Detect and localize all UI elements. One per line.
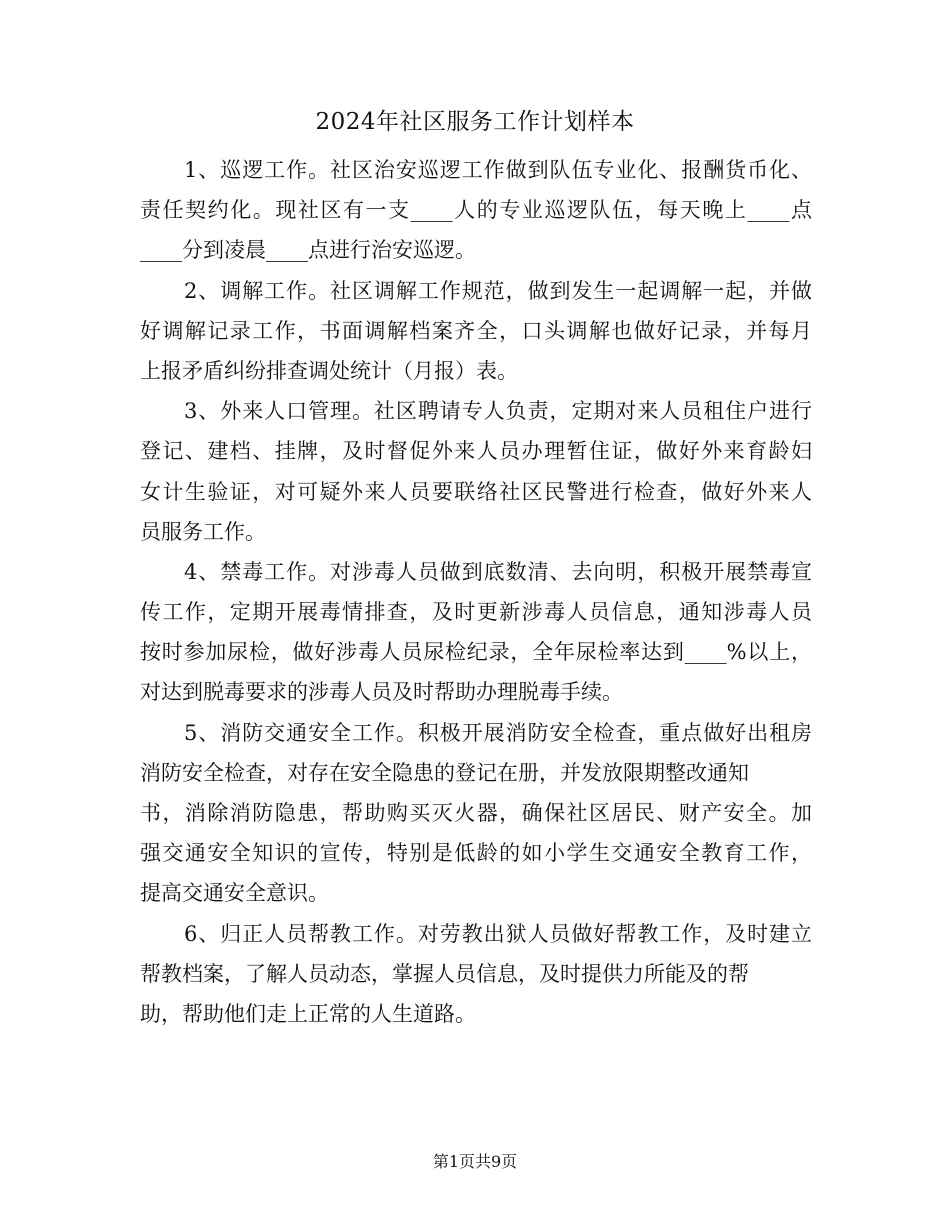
paragraph-line: 6、归正人员帮教工作。对劳教出狱人员做好帮教工作，及时建立	[184, 921, 812, 946]
paragraph-line: 好调解记录工作，书面调解档案齐全，口头调解也做好记录，并每月	[140, 318, 812, 343]
paragraph-4	[140, 552, 812, 713]
paragraph-line: 上报矛盾纠纷排查调处统计（月报）表。	[140, 358, 518, 383]
paragraph-line: 2、调解工作。社区调解工作规范，做到发生一起调解一起，并做	[184, 278, 812, 303]
paragraph-line: 按时参加尿检，做好涉毒人员尿检纪录，全年尿检率达到____%以上，	[140, 640, 812, 665]
paragraph-line: 书，消除消防隐患，帮助购买灭火器，确保社区居民、财产安全。加	[140, 801, 812, 825]
paragraph-line: 强交通安全知识的宣传，特别是低龄的如小学生交通安全教育工作，	[140, 841, 812, 866]
paragraph-line: 提高交通安全意识。	[140, 881, 329, 906]
paragraph-line: ____分到凌晨____点进行治安巡逻。	[140, 238, 476, 263]
paragraph-line: 5、消防交通安全工作。积极开展消防安全检查，重点做好出租房	[184, 720, 812, 745]
paragraph-line: 登记、建档、挂牌，及时督促外来人员办理暂住证，做好外来育龄妇	[140, 439, 812, 464]
document-title: 2024年社区服务工作计划样本	[315, 109, 635, 135]
paragraph-line: 员服务工作。	[140, 519, 266, 544]
paragraph-1	[140, 150, 812, 271]
document-body	[140, 150, 812, 1034]
paragraph-line: 4、禁毒工作。对涉毒人员做到底数清、去向明，积极开展禁毒宣	[184, 559, 812, 584]
paragraph-line: 1、巡逻工作。社区治安巡逻工作做到队伍专业化、报酬货币化、	[184, 158, 812, 182]
paragraph-line: 传工作，定期开展毒情排查，及时更新涉毒人员信息，通知涉毒人员	[140, 600, 812, 625]
paragraph-line: 女计生验证，对可疑外来人员要联络社区民警进行检查，做好外来人	[140, 479, 812, 504]
paragraph-6	[140, 914, 812, 1035]
paragraph-line: 3、外来人口管理。社区聘请专人负责，定期对来人员租住户进行	[184, 399, 812, 424]
paragraph-5	[140, 713, 812, 914]
paragraph-3	[140, 391, 812, 552]
paragraph-line: 帮教档案，了解人员动态，掌握人员信息，及时提供力所能及的帮	[140, 961, 749, 986]
paragraph-line: 对达到脱毒要求的涉毒人员及时帮助办理脱毒手续。	[140, 680, 623, 705]
paragraph-line: 责任契约化。现社区有一支____人的专业巡逻队伍，每天晚上____点	[140, 198, 812, 223]
paragraph-line: 助，帮助他们走上正常的人生道路。	[140, 1001, 476, 1026]
page-number-footer: 第1页共9页	[432, 1152, 518, 1171]
paragraph-2	[140, 271, 812, 392]
paragraph-line: 消防安全检查，对存在安全隐患的登记在册，并发放限期整改通知	[140, 760, 749, 785]
